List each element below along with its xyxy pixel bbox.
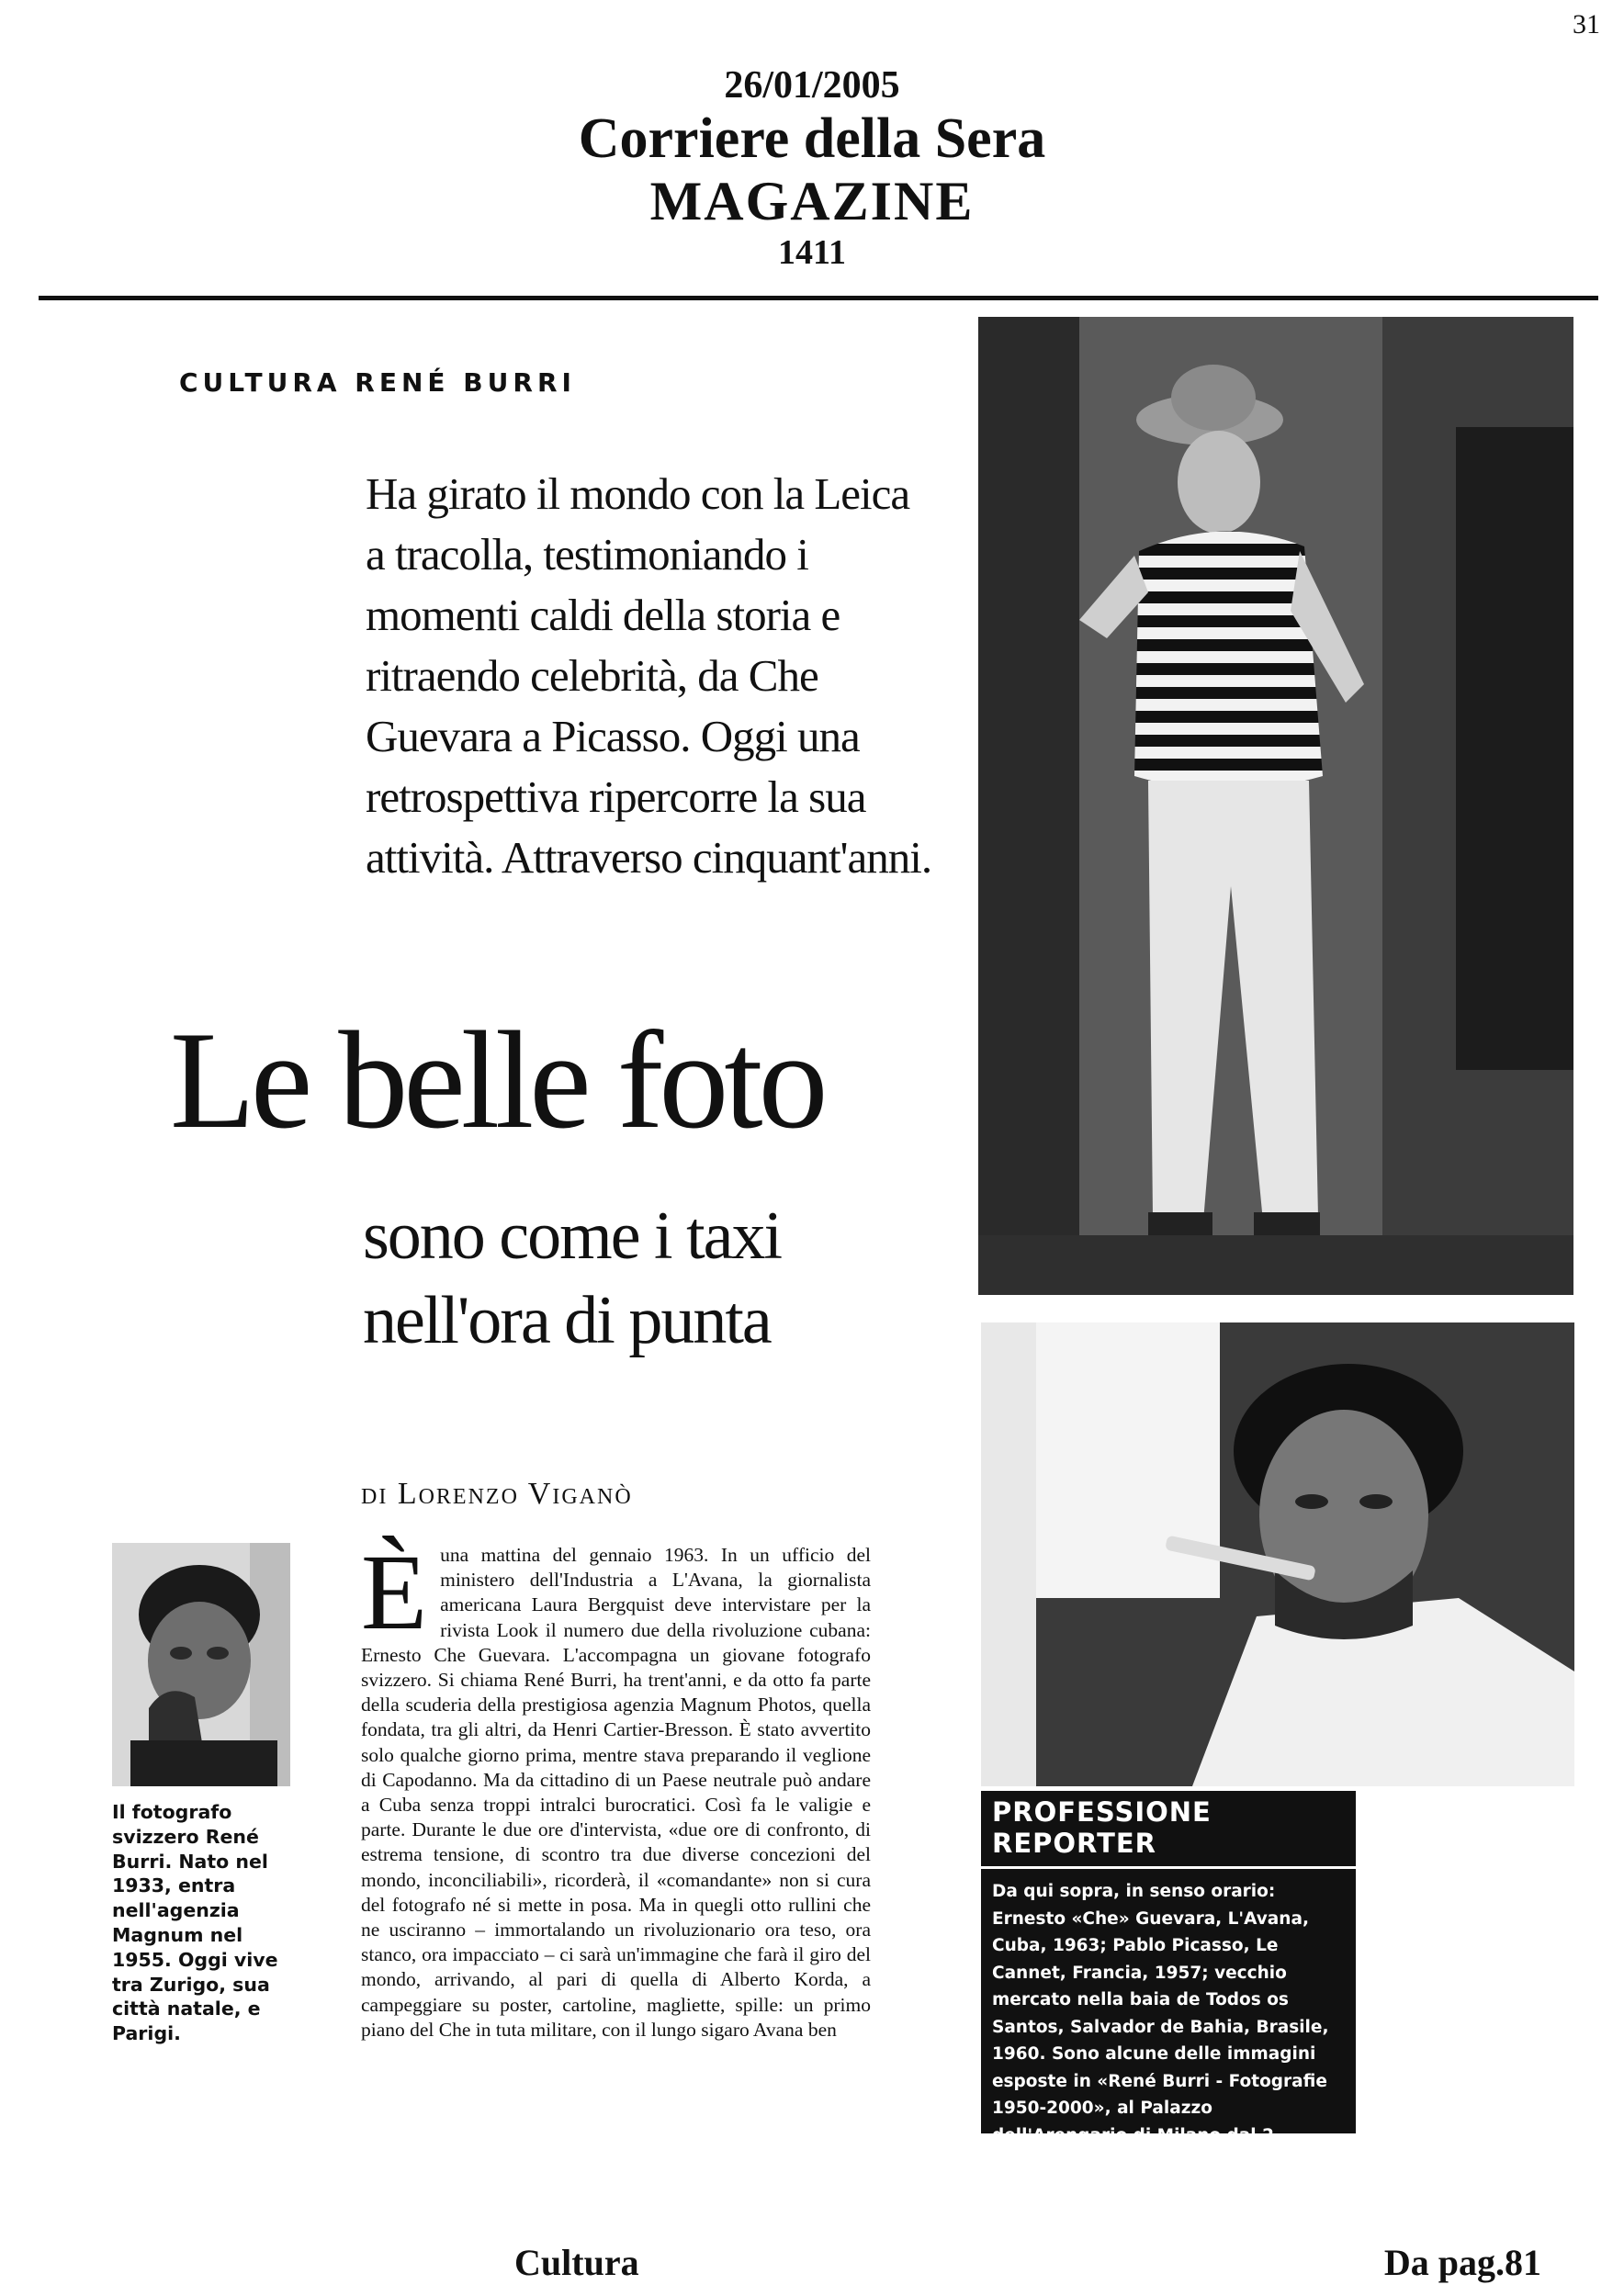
article-body [361,1532,871,2195]
che-guevara-image [981,1322,1574,1786]
masthead [0,64,1624,272]
section-label: CULTURA RENÉ BURRI [179,367,576,398]
masthead-rule [39,296,1598,300]
reporter-caption-box [981,1791,1356,2172]
che-guevara-photo [981,1322,1574,1786]
picasso-image [978,317,1573,1295]
reporter-box-title: PROFESSIONE REPORTER [981,1791,1356,1869]
page-number: 31 [1573,9,1600,39]
subheadline: sono come i taxi nell'ora di punta [363,1199,782,1358]
standfirst: Ha girato il mondo con la Leica a tracolla, testimoniando i momenti caldi della storia e ritraendo celebrità, da Che Guevara a Picasso. Oggi una retrospettiva ripercorre la sua attività. Attraverso cinquant'anni. [366,468,932,883]
headline: Le belle foto [170,1003,824,1157]
author-photo-caption: Il fotografo svizzero René Burri. Nato nel 1933, entra nell'agenzia Magnum nel 1955. Oggi vive tra Zurigo, sua città natale, e Parigi. [112,1801,278,2045]
portrait-burri-image [112,1543,290,1786]
footer-section: Cultura [514,2242,639,2283]
author-photo [112,1543,290,1786]
article-body-text: una mattina del gennaio 1963. In un ufficio del ministero dell'Industria a L'Avana, la giornalista americana Laura Bergquist deve intervistare per la rivista Look il numero due della rivoluzione cubana: Ernesto Che Guevara. L'accompagna un giovane fotografo svizzero. Si chiama René Burri, ha trent'anni, e da otto fa parte della scuderia della prestigiosa agenzia Magnum Photos, quella fondata, tra gli altri, da Henri Cartier-Bresson. È stato avvertito solo qualche giorno prima, mentre stava preparando il veglione di Capodanno. Ma da cittadino di un Paese neutrale può andare a Cuba senza troppi intralci burocratici. Così fa le valigie e parte. Durante le due ore d'intervista, «due ore di confronto, di estrema tensione, di scontro tra due diverse concezioni del mondo, inconciliabili», ricorderà, il «comandante» non si cura del fotografo né si mette in posa. Ma in quegli otto rullini che ne usciranno – immortalando un rivoluzionario ora teso, ora stanco, ora impacciato – ci sarà un'immagine che farà il giro del mondo, arrivando, al pari di quella di Alberto Korda, a campeggiare su poster, cartoline, magliette, spille: un primo piano del Che in tuta militare, con il lungo sigaro Avana ben [361,1544,871,2041]
picasso-photo [978,317,1573,1295]
magazine-name: MAGAZINE [649,171,975,232]
newspaper-name: Corriere della Sera [578,107,1046,171]
reporter-box-text: Da qui sopra, in senso orario: Ernesto «Che» Guevara, L'Avana, Cuba, 1963; Pablo Picasso, Le Cannet, Francia, 1957; vecchio mercato nella baia de Todos os Santos, Salvador de Bahia, Brasile, 1960. Sono alcune delle immagini esposte in «René Burri - Fotografie 1950-2000», al Palazzo dell'Arengario di Milano dal 2 febbraio al 3 aprile. [992,1882,1329,2172]
drop-cap: È [361,1532,428,1652]
footer-page-reference: Da pag.81 [1383,2242,1541,2283]
byline: di Lorenzo Viganò [361,1477,633,1511]
publication-date: 26/01/2005 [724,64,900,107]
issue-number: 1411 [778,232,846,272]
